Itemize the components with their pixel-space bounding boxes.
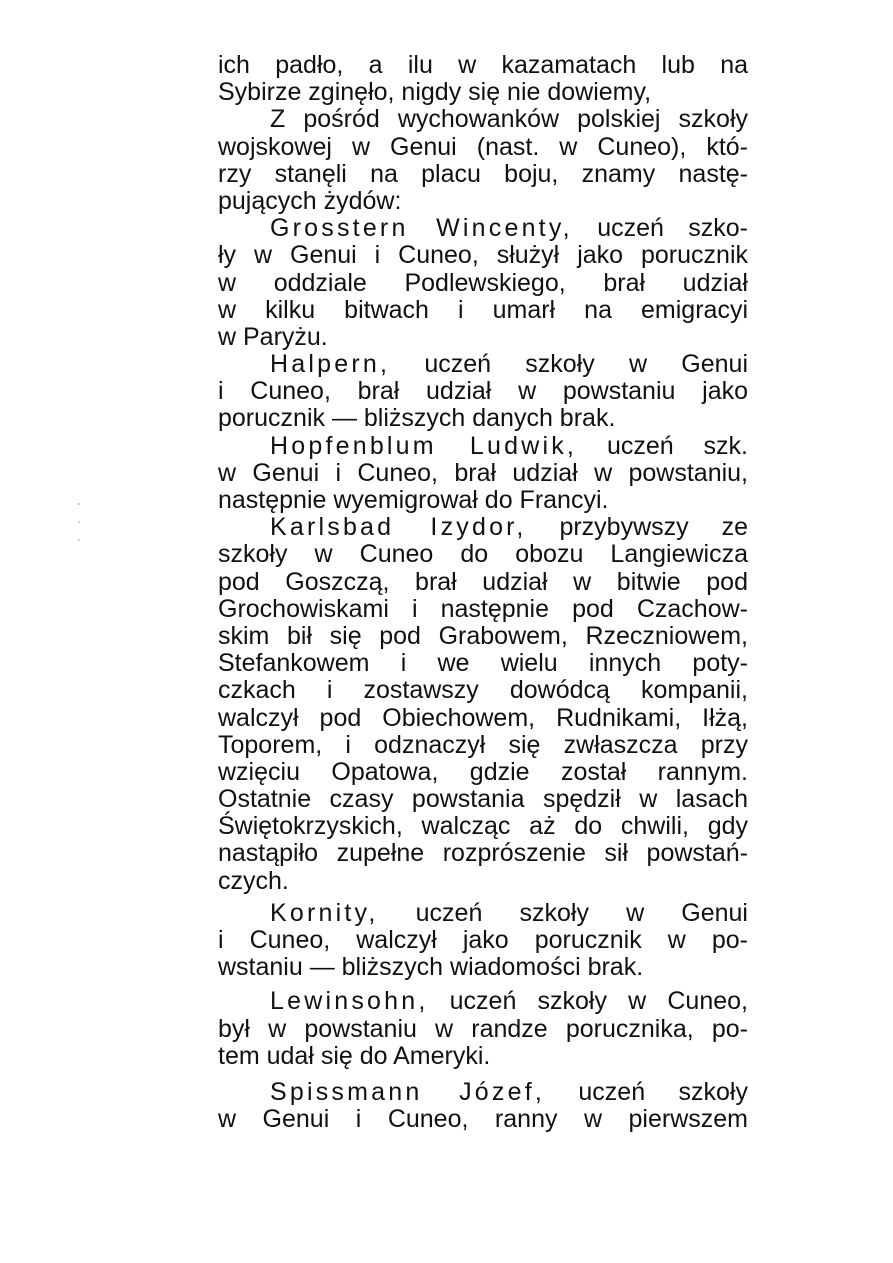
- text-line: pod Goszczą, brał udział w bitwie pod: [218, 567, 748, 596]
- text-line: Toporem, i odznaczył się zwłaszcza przy: [218, 730, 748, 759]
- entry-first-rest: uczeń szkoły w Genui: [424, 350, 748, 379]
- scan-speck: [78, 521, 80, 523]
- text-line: wzięciu Opatowa, gdzie został rannym.: [218, 757, 748, 786]
- paragraph-continuation: [218, 52, 748, 106]
- entry-first-line: [218, 1079, 748, 1106]
- entry-first-line: [218, 988, 748, 1015]
- entry-name: Halpern,: [270, 350, 391, 379]
- text-line: walczył pod Obiechowem, Rudnikami, Iłżą,: [218, 703, 748, 732]
- text-line: rzy stanęli na placu boju, znamy nastę-: [218, 159, 748, 188]
- entry-name: Kornity,: [270, 898, 379, 927]
- text-line: Ostatnie czasy powstania spędził w lasach: [218, 785, 748, 814]
- scan-speck: [78, 539, 80, 541]
- entry-first-line: [218, 215, 748, 242]
- text-line: ich padło, a ilu w kazamatach lub na: [218, 51, 748, 79]
- entry-name: Karlsbad Izydor,: [270, 513, 527, 542]
- text-line: pujących żydów:: [218, 186, 402, 215]
- text-line: i Cuneo, brał udział w powstaniu jako: [218, 377, 748, 406]
- text-line: wstaniu — bliższych wiadomości brak.: [218, 953, 644, 982]
- text-column: [218, 52, 748, 1133]
- text-line: w Genui i Cuneo, ranny w pierwszem: [218, 1105, 748, 1134]
- entry-first-rest: uczeń szkoły: [578, 1077, 748, 1106]
- text-line: Grochowiskami i następnie pod Czachow-: [218, 594, 748, 623]
- entry-first-rest: uczeń szkoły w Cuneo,: [449, 987, 748, 1016]
- text-line: następnie wyemigrował do Francyi.: [218, 486, 609, 514]
- text-line: szkoły w Cuneo do obozu Langiewicza: [218, 540, 748, 569]
- entry-name: Hopfenblum Ludwik,: [270, 431, 578, 460]
- text-line: w Paryżu.: [218, 322, 328, 351]
- text-line: nastąpiło zupełne rozprószenie sił powstań-: [218, 839, 748, 868]
- text-line: i Cuneo, walczył jako porucznik w po-: [218, 926, 748, 954]
- entry-lewinsohn: [218, 988, 748, 1070]
- entry-name: Lewinsohn,: [270, 987, 429, 1016]
- text-line: tem udał się do Ameryki.: [218, 1041, 491, 1070]
- entry-first-line: [218, 514, 748, 541]
- entry-name: Grosstern Wincenty,: [270, 214, 573, 243]
- entry-first-rest: uczeń szko-: [597, 214, 749, 243]
- text-line: Sybirze zginęło, nigdy się nie dowiemy,: [218, 78, 652, 107]
- text-line: skim bił się pod Grabowem, Rzeczniowem,: [218, 621, 748, 650]
- scan-speck: [78, 503, 80, 505]
- entry-halpern: [218, 351, 748, 433]
- entry-hopfenblum: [218, 433, 748, 515]
- text-line: porucznik — bliższych danych brak.: [218, 404, 616, 433]
- entry-first-rest: uczeń szkoły w Genui: [415, 898, 748, 927]
- entry-first-rest: przybywszy ze: [559, 513, 749, 542]
- entry-first-line: [218, 433, 748, 460]
- text-line: Z pośród wychowanków polskiej szkoły: [270, 105, 748, 134]
- entry-karlsbad: [218, 514, 748, 895]
- entry-grosstern: [218, 215, 748, 351]
- entry-spissmann: [218, 1079, 748, 1133]
- paragraph-intro: [218, 106, 748, 215]
- entry-first-line: [218, 351, 748, 378]
- text-line: Świętokrzyskich, walcząc aż do chwili, gdy: [218, 812, 748, 841]
- entry-first-rest: uczeń szk.: [606, 431, 748, 460]
- text-line: czkach i zostawszy dowódcą kompanii,: [218, 676, 748, 705]
- entry-kornity: [218, 900, 748, 982]
- text-line: był w powstaniu w randze porucznika, po-: [218, 1014, 748, 1043]
- text-line: w kilku bitwach i umarł na emigracyi: [218, 295, 748, 324]
- text-line: ły w Genui i Cuneo, służył jako porucznik: [218, 241, 748, 270]
- text-line: czych.: [218, 866, 289, 895]
- text-line: wojskowej w Genui (nast. w Cuneo), któ-: [218, 132, 748, 161]
- text-line: w Genui i Cuneo, brał udział w powstaniu,: [218, 458, 748, 487]
- text-line: Stefankowem i we wielu innych poty-: [218, 649, 748, 678]
- text-line: w oddziale Podlewskiego, brał udział: [218, 268, 748, 297]
- entry-name: Spissmann Józef,: [270, 1077, 545, 1106]
- entry-first-line: [218, 900, 748, 927]
